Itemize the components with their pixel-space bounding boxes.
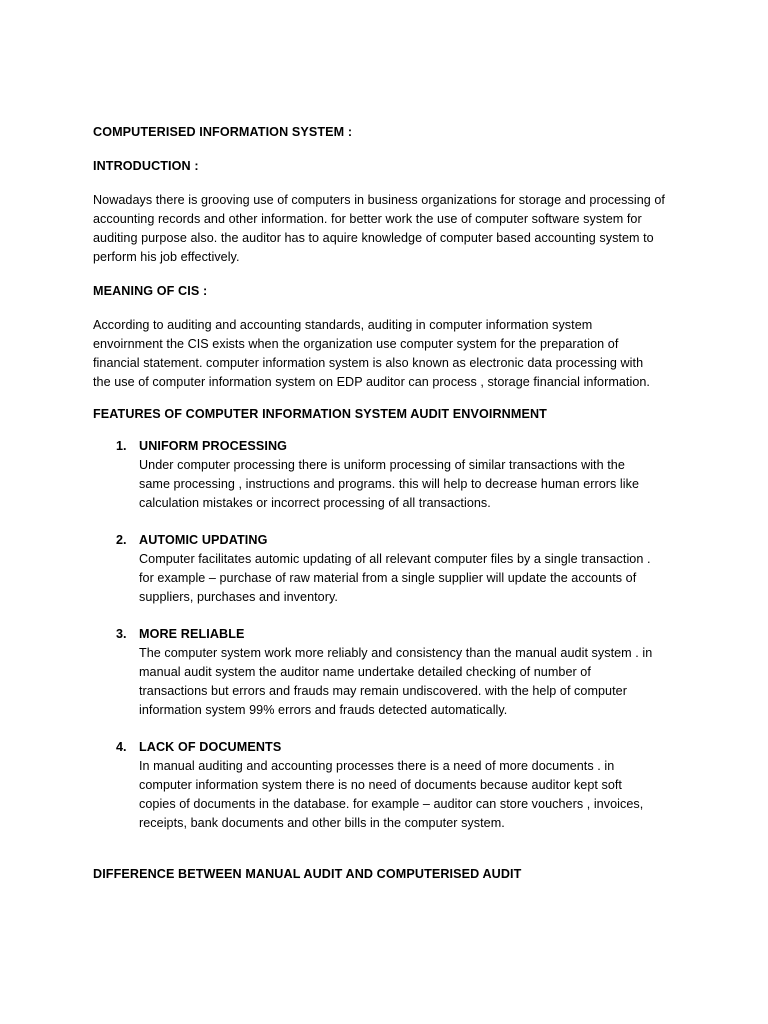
feature-description [139, 757, 693, 833]
introduction-line: accounting records and other information. for better work the use of computer software system for [93, 212, 642, 226]
meaning-line: envoirnment the CIS exists when the organization use computer system for the preparation of [93, 337, 619, 351]
introduction-line: perform his job effectively. [93, 250, 240, 264]
feature-line: Under computer processing there is uniform processing of similar transactions with the [139, 458, 625, 472]
features-list [93, 437, 693, 833]
feature-line: In manual auditing and accounting processes there is a need of more documents . in [139, 759, 615, 773]
meaning-line: According to auditing and accounting standards, auditing in computer information system [93, 318, 593, 332]
feature-line: for example – purchase of raw material from a single supplier will update the accounts of [139, 571, 637, 585]
feature-line: information system 99% errors and frauds detected automatically. [139, 703, 508, 717]
feature-title: LACK OF DOCUMENTS [139, 740, 282, 754]
feature-title: MORE RELIABLE [139, 627, 245, 641]
introduction-line: Nowadays there is grooving use of computers in business organizations for storage and processing of [93, 193, 665, 207]
difference-heading: DIFFERENCE BETWEEN MANUAL AUDIT AND COMPUTERISED AUDIT [93, 867, 522, 881]
feature-line: The computer system work more reliably and consistency than the manual audit system . in [139, 646, 653, 660]
meaning-line: financial statement. computer information system is also known as electronic data processing with [93, 356, 644, 370]
introduction-heading: INTRODUCTION : [93, 159, 199, 173]
feature-line: transactions but errors and frauds may remain undiscovered. with the help of computer [139, 684, 627, 698]
feature-line: calculation mistakes or incorrect processing of all transactions. [139, 496, 491, 510]
feature-number: 2. [116, 533, 127, 547]
document-page [93, 123, 693, 884]
feature-item [93, 437, 693, 513]
feature-line: suppliers, purchases and inventory. [139, 590, 338, 604]
feature-line: receipts, bank documents and other bills in the computer system. [139, 816, 505, 830]
meaning-line: the use of computer information system on EDP auditor can process , storage financial information. [93, 375, 650, 389]
feature-item [93, 738, 693, 833]
feature-line: Computer facilitates automic updating of all relevant computer files by a single transaction . [139, 552, 651, 566]
feature-description [139, 644, 693, 720]
feature-number: 4. [116, 740, 127, 754]
feature-line: computer information system there is no need of documents because auditor kept soft [139, 778, 622, 792]
features-heading: FEATURES OF COMPUTER INFORMATION SYSTEM AUDIT ENVOIRNMENT [93, 407, 547, 421]
feature-item [93, 531, 693, 607]
introduction-line: auditing purpose also. the auditor has to aquire knowledge of computer based accounting system to [93, 231, 654, 245]
feature-number: 1. [116, 439, 127, 453]
introduction-paragraph [93, 191, 693, 267]
feature-title: UNIFORM PROCESSING [139, 439, 288, 453]
feature-line: manual audit system the auditor name undertake detailed checking of number of [139, 665, 591, 679]
feature-description [139, 456, 693, 513]
feature-line: copies of documents in the database. for example – auditor can store vouchers , invoices, [139, 797, 644, 811]
document-title: COMPUTERISED INFORMATION SYSTEM : [93, 125, 353, 139]
feature-line: same processing , instructions and programs. this will help to decrease human errors like [139, 477, 640, 491]
feature-description [139, 550, 693, 607]
feature-item [93, 625, 693, 720]
feature-title: AUTOMIC UPDATING [139, 533, 268, 547]
meaning-paragraph [93, 316, 693, 392]
feature-number: 3. [116, 627, 127, 641]
meaning-heading: MEANING OF CIS : [93, 284, 208, 298]
